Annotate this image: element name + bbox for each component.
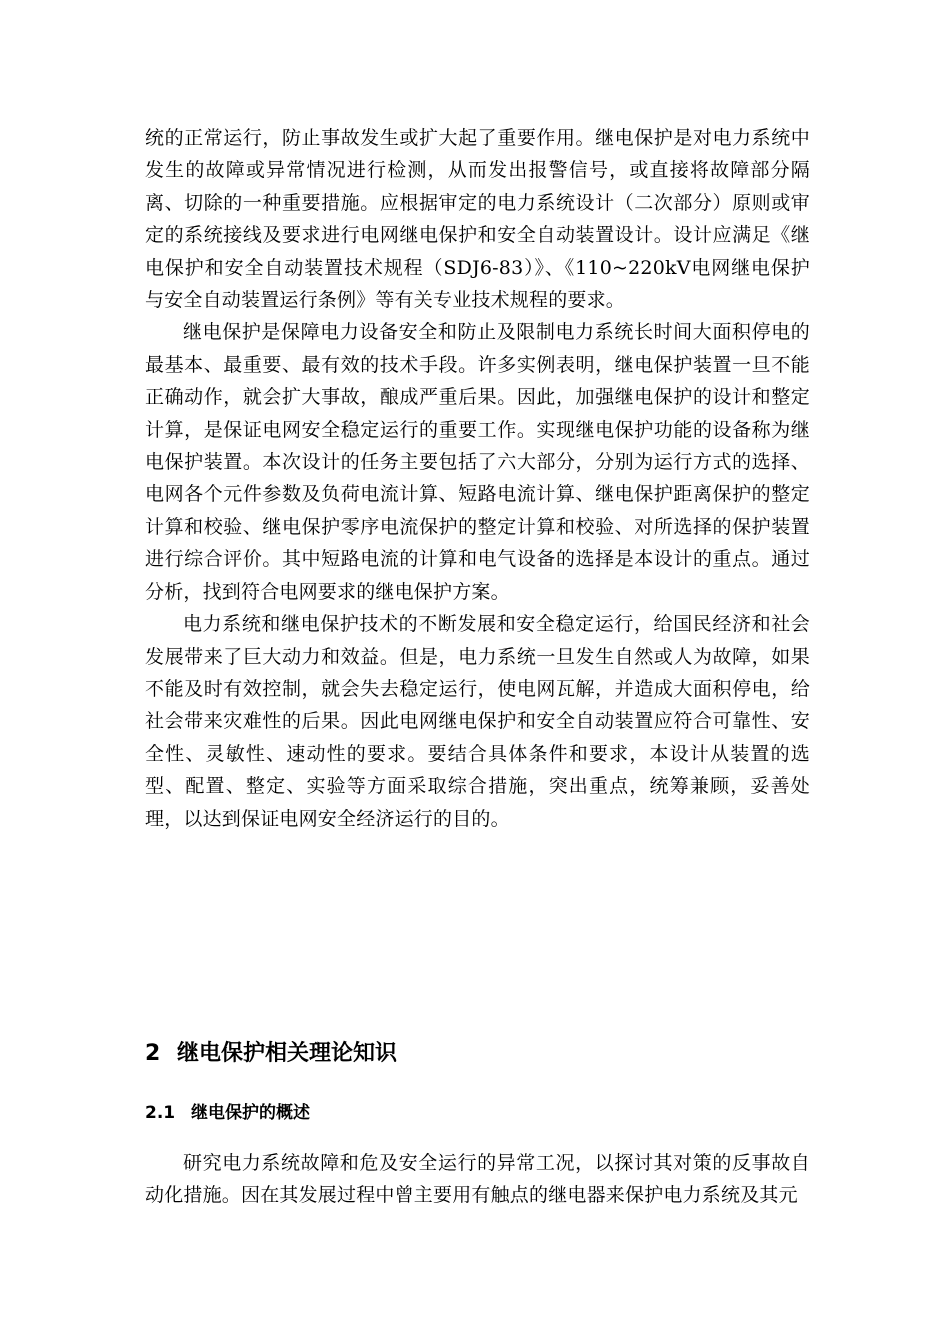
section-title: 继电保护相关理论知识 bbox=[177, 1041, 398, 1066]
paragraph-3: 电力系统和继电保护技术的不断发展和安全稳定运行，给国民经济和社会发展带来了巨大动力和效益。但是，电力系统一旦发生自然或人为故障，如果不能及时有效控制，就会失去稳定运行，使电网瓦解，并造成大面积停电，给社会带来灾难性的后果。因此电网继电保护和安全自动装置应符合可靠性、安全性、灵敏性、速动性的要求。要结合具体条件和要求，本设计从装置的选型、配置、整定、实验等方面采取综合措施，突出重点，统筹兼顾，妥善处理，以达到保证电网安全经济运行的目的。 bbox=[145, 613, 810, 830]
subsection-paragraph-1: 研究电力系统故障和危及安全运行的异常工况，以探讨其对策的反事故自动化措施。因在其发展过程中曾主要用有触点的继电器来保护电力系统及其元 bbox=[145, 1152, 810, 1207]
paragraph-2: 继电保护是保障电力设备安全和防止及限制电力系统长时间大面积停电的最基本、最重要、最有效的技术手段。许多实例表明，继电保护装置一旦不能正确动作，就会扩大事故，酿成严重后果。因此，加强继电保护的设计和整定计算，是保证电网安全稳定运行的重要工作。实现继电保护功能的设备称为继电保护装置。本次设计的任务主要包括了六大部分，分别为运行方式的选择、电网各个元件参数及负荷电流计算、短路电流计算、继电保护距离保护的整定计算和校验、继电保护零序电流保护的整定计算和校验、对所选择的保护装置进行综合评价。其中短路电流的计算和电气设备的选择是本设计的重点。通过分析，找到符合电网要求的继电保护方案。 bbox=[145, 321, 810, 603]
subsection-number: 2.1 bbox=[145, 1103, 176, 1123]
subsection-body bbox=[145, 1147, 810, 1212]
section-heading bbox=[145, 1038, 397, 1070]
subsection-title: 继电保护的概述 bbox=[191, 1103, 310, 1123]
paragraph-1: 统的正常运行，防止事故发生或扩大起了重要作用。继电保护是对电力系统中发生的故障或异常情况进行检测，从而发出报警信号，或直接将故障部分隔离、切除的一种重要措施。应根据审定的电力系统设计（二次部分）原则或审定的系统接线及要求进行电网继电保护和安全自动装置设计。设计应满足《继电保护和安全自动装置技术规程（SDJ6-83）》、《110~220kV电网继电保护与安全自动装置运行条例》等有关专业技术规程的要求。 bbox=[145, 127, 810, 312]
subsection-heading bbox=[145, 1099, 310, 1127]
section-number: 2 bbox=[145, 1041, 161, 1066]
document-body bbox=[145, 122, 810, 835]
